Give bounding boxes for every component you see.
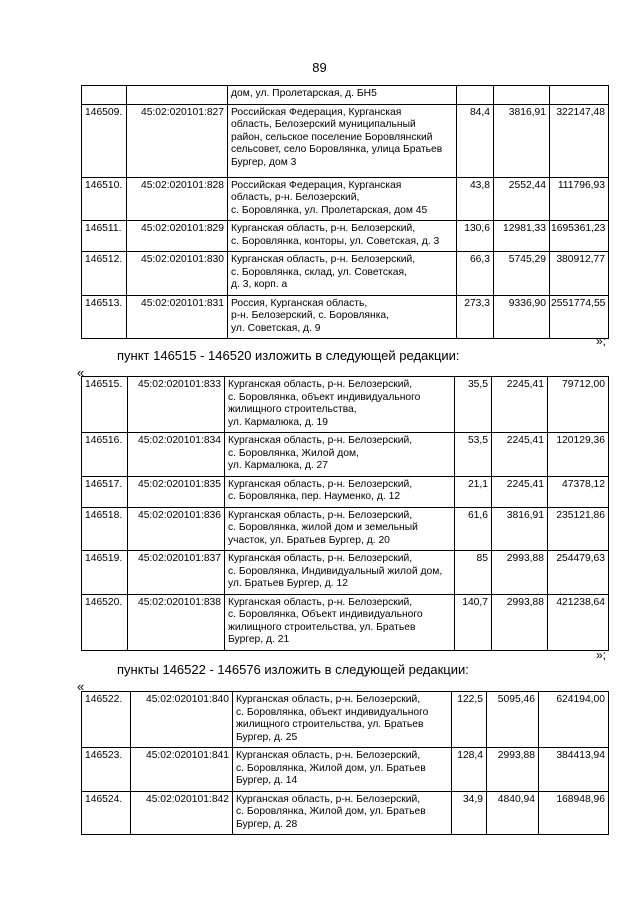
address-line: сельсовет, село Боровлянка, улица Братьев [231, 144, 443, 155]
address-line: Курганская область, р-н. Белозерский, [231, 223, 416, 234]
row-number: 146518. [82, 507, 128, 551]
cadastral-value: 421238,64 [548, 594, 609, 650]
address-line: д. 3, корп. а [231, 279, 288, 290]
cadastral-value: 235121,86 [548, 507, 609, 551]
address-line: жилищного строительства, ул. Братьев [228, 621, 416, 633]
table-row [82, 252, 609, 296]
address-line: с. Боровлянка, Объект индивидуального [228, 609, 423, 620]
table-row [82, 594, 609, 650]
area-value: 130,6 [457, 221, 494, 252]
empty-cell [457, 86, 494, 105]
cadastral-number: 45:02:020101:837 [128, 551, 225, 595]
price-value: 2993,88 [487, 748, 539, 792]
address-line: Курганская область, р-н. Белозерский, [228, 596, 413, 608]
address-cell [228, 177, 457, 221]
area-value: 128,4 [452, 748, 487, 792]
table-row [82, 748, 609, 792]
cadastral-number: 45:02:020101:833 [128, 377, 225, 433]
cadastral-value: 111796,93 [550, 177, 609, 221]
address-line: с. Боровлянка, Жилой дом, [228, 447, 359, 459]
address-line: Курганская область, р-н. Белозерский, [236, 694, 421, 705]
cadastral-number: 45:02:020101:828 [127, 177, 228, 221]
address-line: жилищного строительства, ул. Братьев [236, 719, 424, 730]
area-value: 85 [455, 551, 492, 595]
address-cell [233, 791, 452, 835]
row-number: 146522. [82, 692, 131, 748]
row-number: 146515. [82, 377, 128, 433]
table-row [82, 377, 609, 433]
address-cell [225, 476, 455, 507]
cadastral-number: 45:02:020101:830 [127, 252, 228, 296]
table-row [82, 692, 609, 748]
cadastral-number: 45:02:020101:835 [128, 476, 225, 507]
row-number: 146517. [82, 476, 128, 507]
opening-quote: « [77, 365, 85, 380]
address-line: Курганская область, р-н. Белозерский, [236, 793, 421, 805]
empty-cell [127, 86, 228, 105]
opening-quote: « [77, 679, 85, 694]
address-line: область, р-н. Белозерский, [231, 192, 360, 203]
address-line: с. Боровлянка, Жилой дом, ул. Братьев [236, 806, 426, 817]
table-row [82, 104, 609, 177]
cadastral-number: 45:02:020101:829 [127, 221, 228, 252]
address-cell [228, 86, 457, 105]
price-value: 2552,44 [494, 177, 550, 221]
address-line: Бургер, дом 3 [231, 156, 297, 168]
price-value: 2993,88 [492, 551, 548, 595]
area-value: 34,9 [452, 791, 487, 835]
address-line: Бургер, д. 14 [236, 775, 298, 786]
address-line: район, сельское поселение Боровлянский [231, 131, 433, 143]
price-value: 12981,33 [494, 221, 550, 252]
address-line: с. Боровлянка, ул. Пролетарская, дом 45 [231, 204, 428, 216]
empty-cell [494, 86, 550, 105]
address-line: жилищного строительства, [228, 404, 357, 415]
address-cell [228, 252, 457, 296]
address-line: область, Белозерский муниципальный [231, 119, 416, 130]
row-number: 146509. [82, 104, 127, 177]
address-line: дом, ул. Пролетарская, д. БН5 [231, 88, 377, 99]
address-cell [233, 748, 452, 792]
address-line: Курганская область, р-н. Белозерский, [228, 509, 413, 521]
price-value: 2245,41 [492, 476, 548, 507]
address-line: р-н. Белозерский, с. Боровлянка, [231, 310, 390, 321]
cadastral-value: 384413,94 [539, 748, 609, 792]
address-line: ул. Братьев Бургер, д. 12 [228, 578, 348, 589]
property-table-1 [81, 85, 609, 339]
address-line: с. Боровлянка, жилой дом и земельный [228, 522, 418, 533]
row-number: 146511. [82, 221, 127, 252]
address-line: с. Боровлянка, объект индивидуального [236, 706, 429, 718]
property-table-3 [81, 691, 609, 835]
cadastral-number: 45:02:020101:840 [131, 692, 233, 748]
address-line: Курганская область, р-н. Белозерский, [228, 435, 413, 446]
area-value: 21,1 [455, 476, 492, 507]
address-line: Курганская область, р-н. Белозерский, [228, 478, 413, 490]
address-line: с. Боровлянка, пер. Науменко, д. 12 [228, 491, 401, 502]
address-line: Курганская область, р-н. Белозерский, [231, 254, 416, 265]
price-value: 3816,91 [492, 507, 548, 551]
address-line: Российская Федерация, Курганская [231, 106, 402, 118]
address-line: Российская Федерация, Курганская [231, 179, 402, 191]
address-line: ул. Советская, д. 9 [231, 322, 321, 334]
address-line: ул. Кармалюка, д. 27 [228, 460, 329, 471]
address-cell [225, 377, 455, 433]
address-line: с. Боровлянка, конторы, ул. Советская, д. 3 [231, 235, 440, 247]
table-row-continuation [82, 86, 609, 105]
property-table-2 [81, 376, 609, 651]
price-value: 2245,41 [492, 433, 548, 477]
table-row [82, 177, 609, 221]
address-cell [228, 104, 457, 177]
cadastral-number: 45:02:020101:834 [128, 433, 225, 477]
cadastral-value: 322147,48 [550, 104, 609, 177]
address-line: с. Боровлянка, Жилой дом, ул. Братьев [236, 762, 426, 774]
area-value: 122,5 [452, 692, 487, 748]
address-cell [228, 221, 457, 252]
cadastral-number: 45:02:020101:838 [128, 594, 225, 650]
row-number: 146516. [82, 433, 128, 477]
table-row [82, 433, 609, 477]
table-row [82, 221, 609, 252]
address-line: с. Боровлянка, объект индивидуального [228, 391, 421, 403]
address-cell [225, 507, 455, 551]
address-line: с. Боровлянка, Индивидуальный жилой дом, [228, 565, 443, 577]
address-cell [225, 433, 455, 477]
address-line: Бургер, д. 28 [236, 818, 298, 830]
row-number: 146512. [82, 252, 127, 296]
address-line: ул. Кармалюка, д. 19 [228, 416, 329, 428]
address-cell [233, 692, 452, 748]
cadastral-number: 45:02:020101:841 [131, 748, 233, 792]
row-number: 146513. [82, 295, 127, 339]
area-value: 53,5 [455, 433, 492, 477]
row-number: 146523. [82, 748, 131, 792]
cadastral-number: 45:02:020101:827 [127, 104, 228, 177]
cadastral-value: 254479,63 [548, 551, 609, 595]
area-value: 61,6 [455, 507, 492, 551]
cadastral-value: 380912,77 [550, 252, 609, 296]
cadastral-value: 1695361,23 [550, 221, 609, 252]
table-row [82, 295, 609, 339]
empty-cell [82, 86, 127, 105]
closing-quote: »; [596, 334, 607, 348]
price-value: 9336,90 [494, 295, 550, 339]
area-value: 66,3 [457, 252, 494, 296]
cadastral-value: 168948,96 [539, 791, 609, 835]
table-row [82, 551, 609, 595]
price-value: 2245,41 [492, 377, 548, 433]
area-value: 84,4 [457, 104, 494, 177]
area-value: 43,8 [457, 177, 494, 221]
cadastral-value: 2551774,55 [550, 295, 609, 339]
address-cell [228, 295, 457, 339]
address-line: Курганская область, р-н. Белозерский, [236, 750, 421, 761]
price-value: 2993,88 [492, 594, 548, 650]
address-cell [225, 551, 455, 595]
address-line: участок, ул. Братьев Бургер, д. 20 [228, 534, 390, 546]
cadastral-value: 120129,36 [548, 433, 609, 477]
row-number: 146520. [82, 594, 128, 650]
row-number: 146510. [82, 177, 127, 221]
address-line: Россия, Курганская область, [231, 297, 368, 309]
address-line: Курганская область, р-н. Белозерский, [228, 553, 413, 564]
cadastral-number: 45:02:020101:831 [127, 295, 228, 339]
cadastral-value: 47378,12 [548, 476, 609, 507]
table-row [82, 791, 609, 835]
area-value: 273,3 [457, 295, 494, 339]
cadastral-value: 624194,00 [539, 692, 609, 748]
address-line: Курганская область, р-н. Белозерский, [228, 379, 413, 390]
price-value: 5095,46 [487, 692, 539, 748]
address-line: Бургер, д. 21 [228, 634, 290, 645]
cadastral-number: 45:02:020101:836 [128, 507, 225, 551]
table-row [82, 476, 609, 507]
area-value: 140,7 [455, 594, 492, 650]
address-line: с. Боровлянка, склад, ул. Советская, [231, 266, 407, 278]
address-cell [225, 594, 455, 650]
price-value: 3816,91 [494, 104, 550, 177]
cadastral-value: 79712,00 [548, 377, 609, 433]
amendment-paragraph: пункты 146522 - 146576 изложить в следующей редакции: [117, 662, 469, 677]
row-number: 146519. [82, 551, 128, 595]
price-value: 4840,94 [487, 791, 539, 835]
address-line: Бургер, д. 25 [236, 731, 298, 743]
closing-quote: »; [596, 648, 607, 662]
table-row [82, 507, 609, 551]
row-number: 146524. [82, 791, 131, 835]
page-number: 89 [312, 60, 327, 75]
empty-cell [550, 86, 609, 105]
cadastral-number: 45:02:020101:842 [131, 791, 233, 835]
price-value: 5745,29 [494, 252, 550, 296]
amendment-paragraph: пункт 146515 - 146520 изложить в следующей редакции: [117, 348, 460, 363]
area-value: 35,5 [455, 377, 492, 433]
